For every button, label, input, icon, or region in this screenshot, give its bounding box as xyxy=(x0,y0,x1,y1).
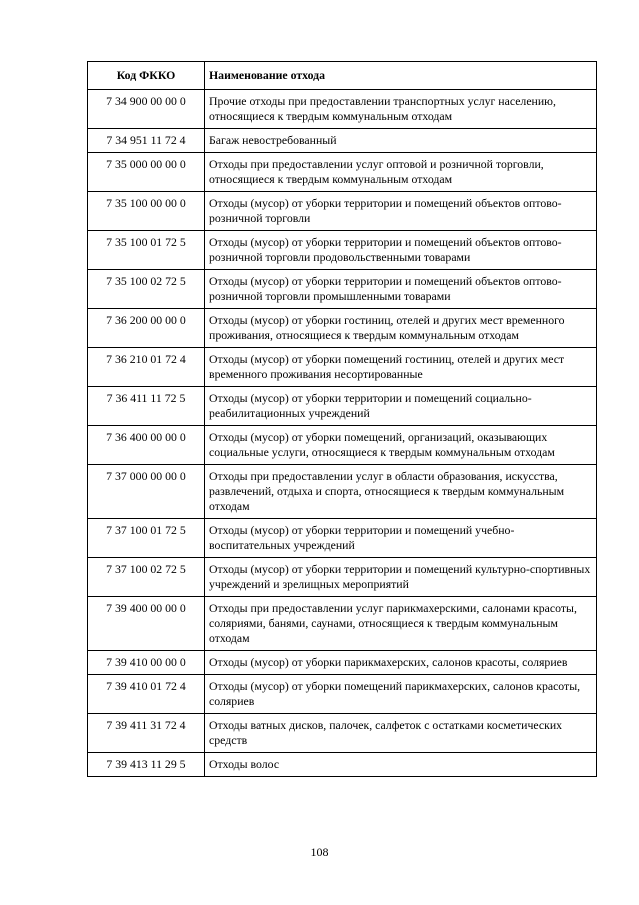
waste-classification-table xyxy=(87,61,597,777)
waste-name-cell: Отходы (мусор) от уборки территории и помещений социально-реабилитационных учреждений xyxy=(205,387,597,426)
table-row xyxy=(88,426,597,465)
waste-code-cell: 7 34 900 00 00 0 xyxy=(88,90,205,129)
waste-code-cell: 7 39 400 00 00 0 xyxy=(88,597,205,651)
waste-name-cell: Отходы (мусор) от уборки территории и помещений культурно-спортивных учреждений и зрелищных мероприятий xyxy=(205,558,597,597)
waste-name-cell: Отходы при предоставлении услуг в области образования, искусства, развлечений, отдыха и спорта, относящиеся к твердым коммунальным отходам xyxy=(205,465,597,519)
waste-name-cell: Отходы (мусор) от уборки территории и помещений объектов оптово-розничной торговли xyxy=(205,192,597,231)
waste-code-cell: 7 37 100 01 72 5 xyxy=(88,519,205,558)
page-number: 108 xyxy=(310,845,329,859)
waste-code-cell: 7 39 410 00 00 0 xyxy=(88,651,205,675)
waste-name-cell: Отходы при предоставлении услуг парикмахерскими, салонами красоты, соляриями, банями, саунами, относящиеся к твердым коммунальным отходам xyxy=(205,597,597,651)
table-row xyxy=(88,651,597,675)
waste-code-cell: 7 37 000 00 00 0 xyxy=(88,465,205,519)
waste-name-cell: Отходы при предоставлении услуг оптовой и розничной торговли, относящиеся к твердым коммунальным отходам xyxy=(205,153,597,192)
table-row xyxy=(88,129,597,153)
waste-name-cell: Багаж невостребованный xyxy=(205,129,597,153)
waste-name-cell: Отходы (мусор) от уборки парикмахерских, салонов красоты, соляриев xyxy=(205,651,597,675)
table-row xyxy=(88,714,597,753)
table-row xyxy=(88,231,597,270)
waste-code-cell: 7 35 100 01 72 5 xyxy=(88,231,205,270)
column-header-name: Наименование отхода xyxy=(205,62,597,90)
waste-name-cell: Отходы (мусор) от уборки гостиниц, отелей и других мест временного проживания, относящиеся к твердым коммунальным отходам xyxy=(205,309,597,348)
waste-code-cell: 7 35 100 02 72 5 xyxy=(88,270,205,309)
waste-code-cell: 7 35 000 00 00 0 xyxy=(88,153,205,192)
waste-name-cell: Отходы (мусор) от уборки помещений парикмахерских, салонов красоты, соляриев xyxy=(205,675,597,714)
waste-name-cell: Отходы (мусор) от уборки помещений гостиниц, отелей и других мест временного проживания несортированные xyxy=(205,348,597,387)
waste-name-cell: Отходы (мусор) от уборки территории и помещений объектов оптово-розничной торговли промышленными товарами xyxy=(205,270,597,309)
table-row xyxy=(88,465,597,519)
table-row xyxy=(88,309,597,348)
waste-code-cell: 7 36 210 01 72 4 xyxy=(88,348,205,387)
waste-name-cell: Прочие отходы при предоставлении транспортных услуг населению, относящиеся к твердым коммунальным отходам xyxy=(205,90,597,129)
waste-code-cell: 7 39 410 01 72 4 xyxy=(88,675,205,714)
waste-code-cell: 7 35 100 00 00 0 xyxy=(88,192,205,231)
table-body xyxy=(88,90,597,777)
table-row xyxy=(88,753,597,777)
table-row xyxy=(88,597,597,651)
table-row xyxy=(88,675,597,714)
table-row xyxy=(88,558,597,597)
table-row xyxy=(88,387,597,426)
waste-code-cell: 7 39 413 11 29 5 xyxy=(88,753,205,777)
table-header-row xyxy=(88,62,597,90)
waste-name-cell: Отходы (мусор) от уборки территории и помещений объектов оптово-розничной торговли продовольственными товарами xyxy=(205,231,597,270)
waste-code-cell: 7 36 200 00 00 0 xyxy=(88,309,205,348)
table-row xyxy=(88,519,597,558)
column-header-code: Код ФККО xyxy=(88,62,205,90)
waste-name-cell: Отходы (мусор) от уборки территории и помещений учебно-воспитательных учреждений xyxy=(205,519,597,558)
table-row xyxy=(88,348,597,387)
waste-name-cell: Отходы волос xyxy=(205,753,597,777)
waste-code-cell: 7 34 951 11 72 4 xyxy=(88,129,205,153)
table-row xyxy=(88,270,597,309)
waste-code-cell: 7 36 411 11 72 5 xyxy=(88,387,205,426)
waste-name-cell: Отходы (мусор) от уборки помещений, организаций, оказывающих социальные услуги, относящиеся к твердым коммунальным отходам xyxy=(205,426,597,465)
waste-code-cell: 7 36 400 00 00 0 xyxy=(88,426,205,465)
table-row xyxy=(88,153,597,192)
waste-code-cell: 7 37 100 02 72 5 xyxy=(88,558,205,597)
table-row xyxy=(88,90,597,129)
waste-code-cell: 7 39 411 31 72 4 xyxy=(88,714,205,753)
table-row xyxy=(88,192,597,231)
waste-name-cell: Отходы ватных дисков, палочек, салфеток с остатками косметических средств xyxy=(205,714,597,753)
